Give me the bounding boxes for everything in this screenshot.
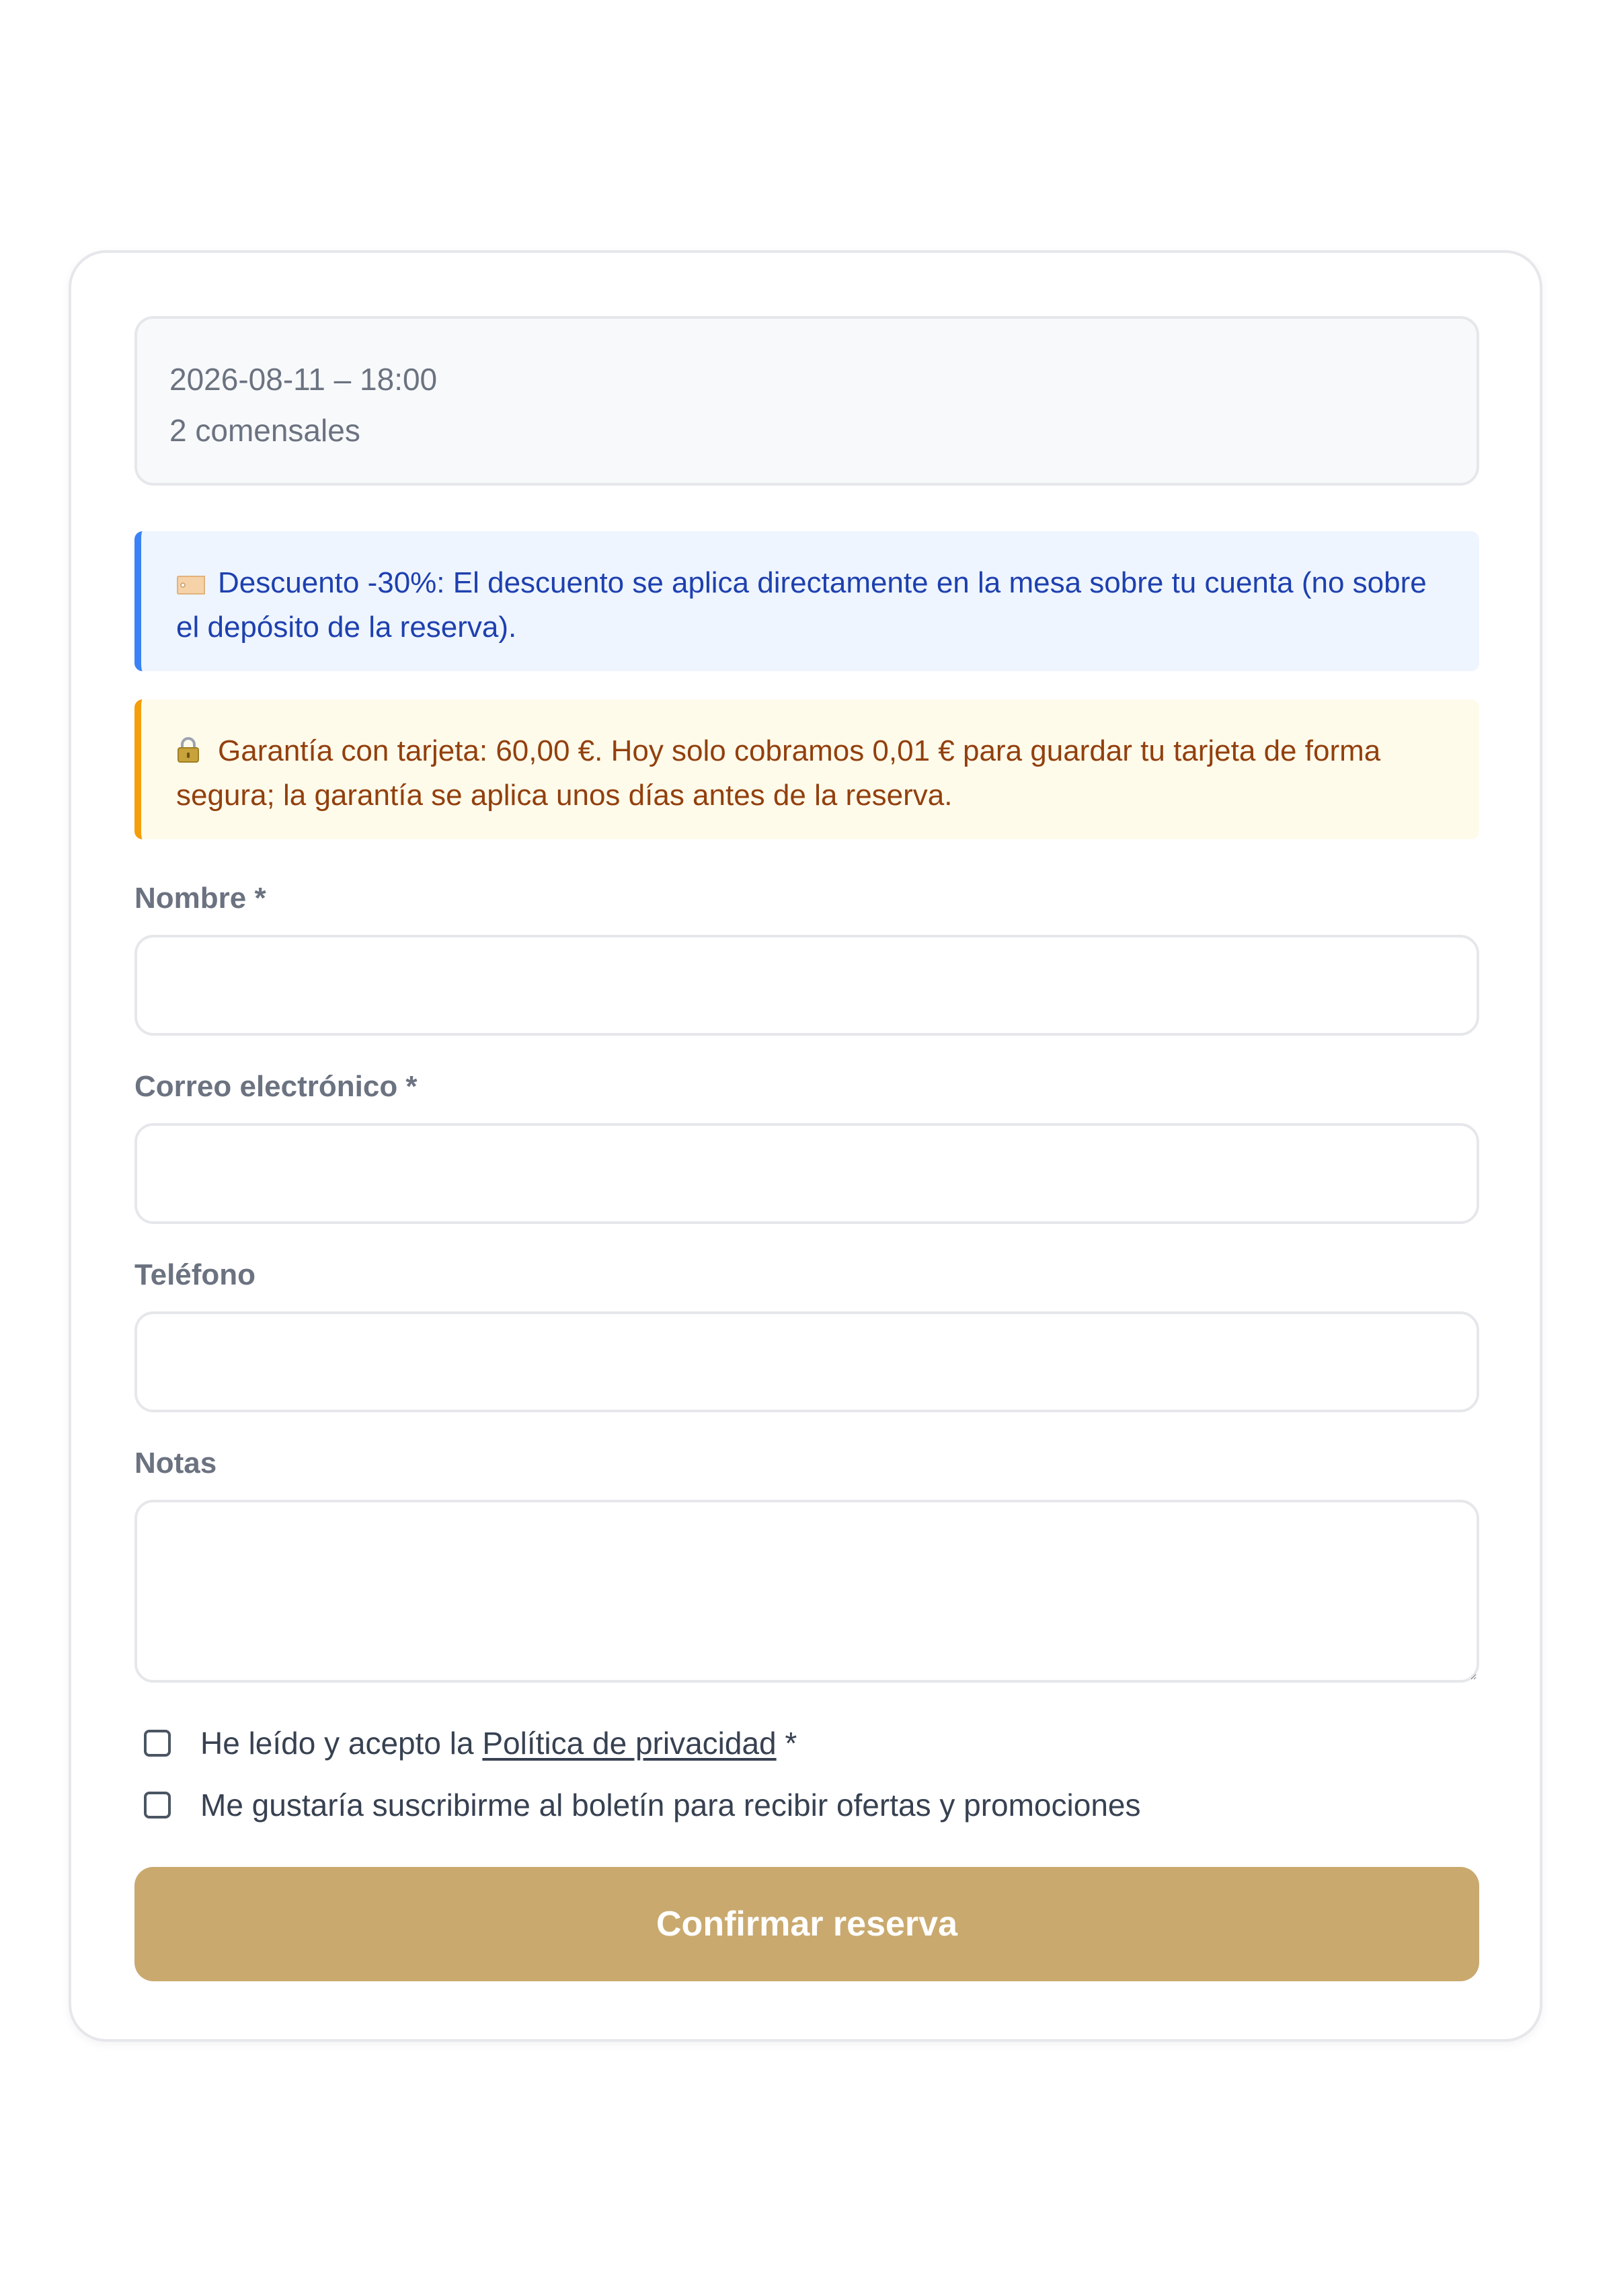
- discount-notice: [134, 531, 1479, 671]
- reservation-guests: 2 comensales: [169, 413, 360, 448]
- privacy-checkbox[interactable]: [144, 1730, 171, 1757]
- newsletter-consent-row[interactable]: [134, 1785, 1479, 1825]
- notes-textarea[interactable]: [134, 1500, 1479, 1683]
- phone-label: Teléfono: [134, 1258, 256, 1291]
- reservation-summary: [134, 316, 1479, 486]
- reservation-datetime: 2026-08-11 – 18:00: [169, 362, 438, 397]
- newsletter-checkbox[interactable]: [144, 1792, 171, 1819]
- name-input[interactable]: [134, 935, 1479, 1036]
- notes-label: Notas: [134, 1447, 217, 1480]
- phone-input[interactable]: [134, 1311, 1479, 1412]
- reservation-card: [69, 250, 1542, 2042]
- privacy-policy-link[interactable]: Política de privacidad: [482, 1726, 777, 1761]
- tag-icon: [176, 565, 206, 607]
- email-input[interactable]: [134, 1123, 1479, 1224]
- guarantee-notice-text: Garantía con tarjeta: 60,00 €. Hoy solo cobramos 0,01 € para guardar tu tarjeta de forma segura; la garantía se aplica unos días antes de la reserva.: [176, 734, 1381, 812]
- lock-icon: [176, 733, 206, 775]
- discount-notice-text: Descuento -30%: El descuento se aplica directamente en la mesa sobre tu cuenta (no sobre el depósito de la reserva).: [176, 566, 1427, 644]
- name-label: Nombre *: [134, 882, 266, 915]
- newsletter-consent-label: Me gustaría suscribirme al boletín para recibir ofertas y promociones: [200, 1788, 1141, 1823]
- email-label: Correo electrónico *: [134, 1070, 418, 1103]
- guarantee-notice: [134, 699, 1479, 839]
- privacy-consent-label: He leído y acepto la Política de privacidad *: [200, 1726, 797, 1761]
- confirm-reservation-button[interactable]: Confirmar reserva: [134, 1867, 1479, 1981]
- privacy-consent-row[interactable]: [134, 1723, 1479, 1763]
